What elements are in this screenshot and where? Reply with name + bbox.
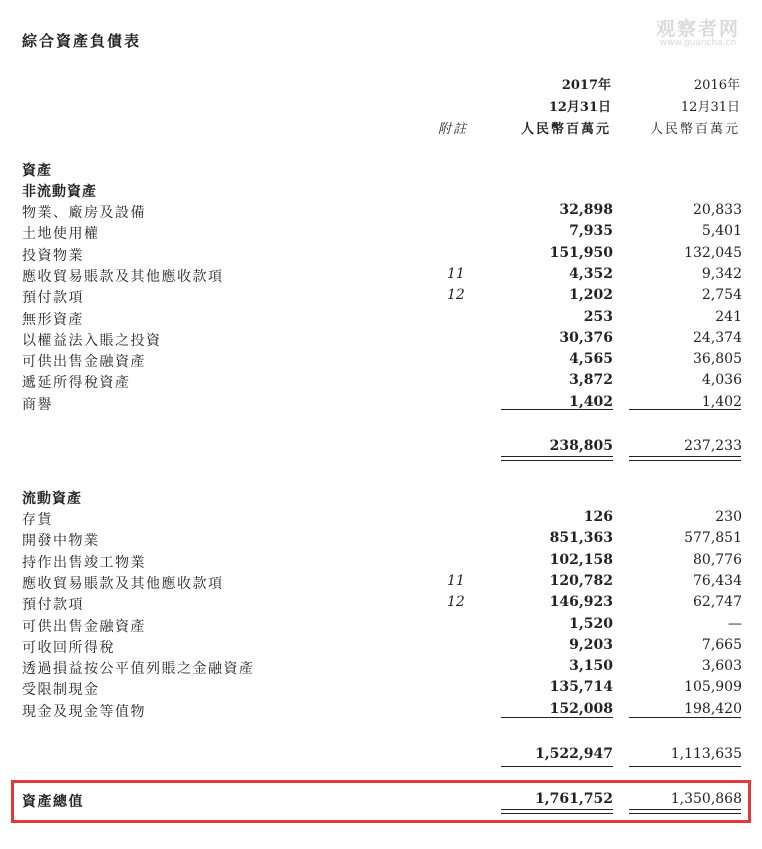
double-rule-total-2017 [501,809,613,814]
row-value-2016: 9,342 [701,265,742,282]
row-label: 以權益法入賬之投資 [22,332,162,349]
row-label: 投資物業 [22,247,84,264]
non-current-subtotal-2017: 238,805 [549,438,613,454]
row-note: 12 [447,287,465,304]
year-2017-header: 2017年 [561,78,611,93]
unit-2017-header: 人民幣百萬元 [520,122,611,137]
table-row [22,658,742,678]
row-value-2017: 152,008 [549,700,613,717]
table-row [22,266,742,286]
double-rule-non-current-2017 [501,456,613,461]
current-subtotal-2017: 1,522,947 [535,746,613,762]
row-value-2017: 1,202 [569,287,613,304]
section-assets: 資產 [22,163,52,179]
table-row [22,351,742,371]
row-label: 受限制現金 [22,682,100,699]
non-current-subtotal-row [22,438,742,458]
table-row [22,202,742,222]
row-label: 遞延所得稅資產 [22,375,131,392]
row-value-2016: 20,833 [693,202,742,218]
row-value-2017: 9,203 [569,636,613,653]
row-value-2016: 230 [715,509,742,525]
row-label: 可供出售金融資產 [22,618,146,635]
row-value-2016: 36,805 [693,351,742,368]
row-label: 透過損益按公平值列賬之金融資產 [22,661,255,678]
row-value-2017: 151,950 [549,244,613,261]
double-rule-total-2016 [629,809,741,814]
row-value-2017: 102,158 [549,551,613,568]
total-assets-highlight [11,780,751,823]
rule-non-current-2017 [501,409,613,410]
row-label: 可供出售金融資產 [22,354,146,371]
row-value-2016: — [728,615,742,632]
row-note: 11 [447,572,465,589]
row-label: 無形資產 [22,311,84,328]
row-value-2017: 135,714 [549,679,613,696]
table-row [22,372,742,392]
table-row [22,394,742,414]
watermark-logo [656,14,740,48]
row-label: 應收貿易賬款及其他應收款項 [22,575,224,592]
rule-non-current-2016 [629,409,741,410]
row-label: 預付款項 [22,290,84,307]
row-value-2016: 105,909 [684,679,742,696]
row-value-2016: 1,402 [701,393,742,410]
row-label: 預付款項 [22,597,84,614]
row-value-2016: 24,374 [693,329,742,346]
total-assets-label: 資產總值 [22,794,84,810]
row-label: 現金及現金等值物 [22,703,146,720]
table-row [22,594,742,614]
row-value-2017: 1,402 [569,393,613,410]
row-value-2017: 1,520 [569,615,613,632]
row-value-2017: 120,782 [549,572,613,589]
row-value-2017: 146,923 [549,594,613,611]
row-value-2016: 76,434 [693,572,742,589]
row-label: 物業、廠房及設備 [22,205,146,221]
row-value-2017: 3,872 [569,372,613,389]
row-value-2017: 851,363 [549,530,613,547]
current-subtotal-2016: 1,113,635 [670,746,742,762]
row-label: 存貨 [22,512,53,528]
row-value-2017: 126 [583,509,613,525]
table-row [22,616,742,636]
row-value-2017: 32,898 [559,202,613,218]
row-value-2016: 2,754 [701,287,742,304]
section-non-current-assets: 非流動資產 [22,184,97,200]
row-value-2017: 253 [583,308,613,325]
row-value-2017: 30,376 [559,329,613,346]
rule-current-total-2016 [629,766,741,767]
double-rule-non-current-2016 [629,456,741,461]
table-row [22,573,742,593]
row-value-2016: 241 [715,308,742,325]
page-title: 綜合資產負債表 [22,32,142,50]
note-column-header: 附註 [438,122,469,137]
row-value-2016: 5,401 [701,223,742,240]
table-row [22,245,742,265]
row-value-2016: 4,036 [701,372,742,389]
total-assets-2017: 1,761,752 [535,791,613,807]
table-row [22,679,742,699]
row-value-2016: 577,851 [684,530,742,547]
table-row [22,530,742,550]
row-value-2017: 4,352 [569,265,613,282]
row-value-2016: 62,747 [693,594,742,611]
row-value-2017: 7,935 [569,223,613,240]
year-2016-header: 2016年 [693,78,740,93]
rule-current-2017 [501,717,613,718]
row-value-2016: 80,776 [693,551,742,568]
watermark-sub: www.guancha.cn [659,38,737,48]
table-row [22,552,742,572]
row-value-2017: 3,150 [569,658,613,675]
total-assets-2016: 1,350,868 [670,791,742,807]
table-row [22,509,742,529]
non-current-subtotal-2016: 237,233 [684,438,742,454]
table-row [22,330,742,350]
table-row [22,309,742,329]
row-note: 11 [447,265,465,282]
table-row [22,287,742,307]
row-value-2016: 3,603 [701,658,742,675]
date-2017-header: 12月31日 [548,100,611,115]
table-row [22,223,742,243]
rule-current-2016 [629,717,741,718]
row-value-2016: 198,420 [684,700,742,717]
watermark-main: 观察者网 [655,18,740,40]
date-2016-header: 12月31日 [680,100,740,115]
row-note: 12 [447,594,465,611]
table-row [22,637,742,657]
current-subtotal-row [22,746,742,766]
row-label: 可收回所得稅 [22,639,115,656]
row-label: 開發中物業 [22,533,100,550]
rule-current-total-2017 [501,766,613,767]
unit-2016-header: 人民幣百萬元 [649,122,740,137]
row-label: 持作出售竣工物業 [22,554,146,571]
row-label: 商譽 [22,396,53,413]
row-value-2017: 4,565 [569,351,613,368]
section-current-assets: 流動資產 [22,491,82,507]
row-value-2016: 7,665 [701,636,742,653]
row-label: 土地使用權 [22,226,100,243]
row-value-2016: 132,045 [684,244,742,261]
row-label: 應收貿易賬款及其他應收款項 [22,268,224,285]
